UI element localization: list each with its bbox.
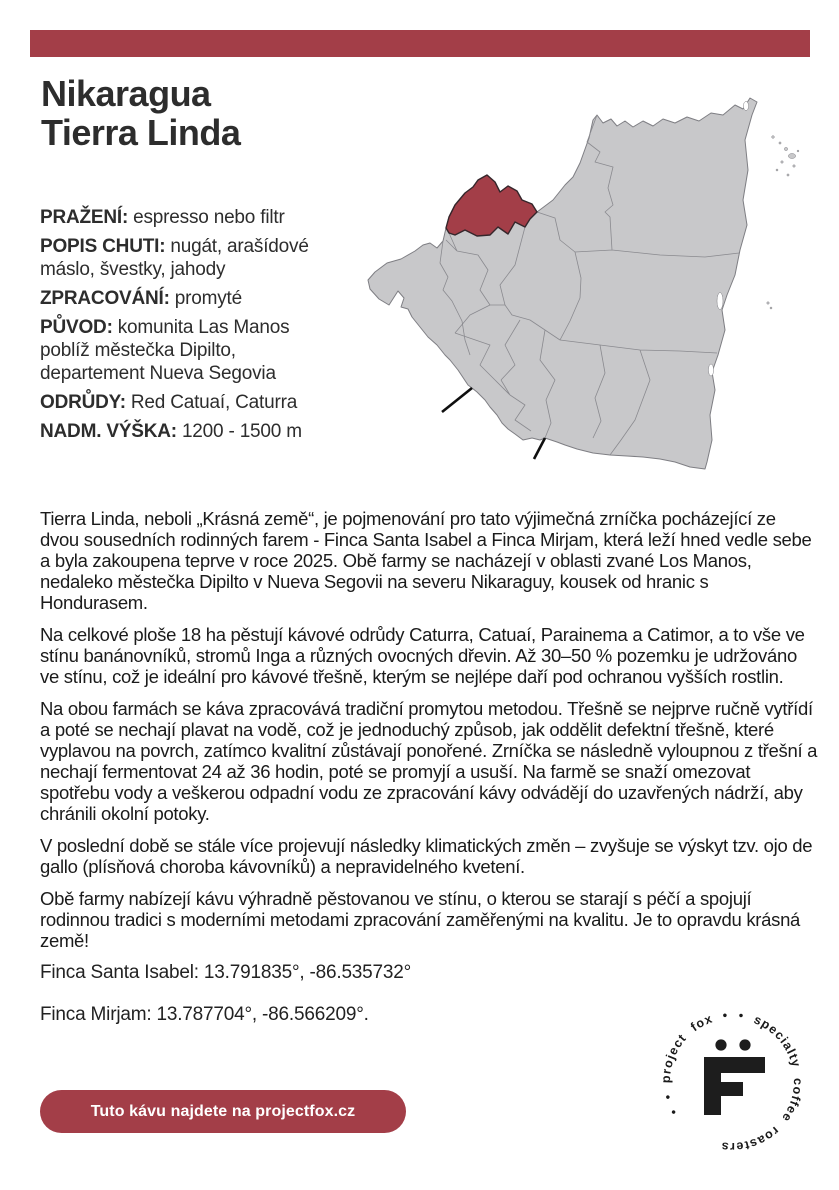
description	[40, 508, 818, 1046]
projectfox-link-button[interactable]	[40, 1090, 406, 1133]
paragraph-farm-area: Na celkové ploše 18 ha pěstují kávové odrůdy Caturra, Catuaí, Parainema a Catimor, a to vše ve stínu banánovníků, stromů Inga a různých ovocných dřevin. Až 30–50 % pozemku je udržováno ve stínu, což je ideální pro kávové třešně, kterým se nejlépe daří pod ochranou vyšších rostlin.	[40, 624, 805, 687]
spec-value: nugát, arašídové máslo, švestky, jahody	[40, 236, 309, 280]
nicaragua-outline	[368, 98, 757, 469]
project-fox-logo-svg	[657, 1006, 807, 1156]
paragraph-climate: V poslední době se stále více projevují následky klimatických změn – zvyšuje se výskyt tzv. ojo de gallo (plísňová choroba kávovníků) a nepravidelného kvetení.	[40, 835, 813, 877]
paragraph-processing: Na obou farmách se káva zpracovává tradiční promytou metodou. Třešně se nejprve ručně vytřídí a poté se nechají plavat na vodě, což je jednoduchý způsob, jak oddělit defektní třešně, které vyplavou na povrch, zatímco kvalitní zůstávají ponořené. Zrníčka se následně vyloupnou z třešní a nechají fermentovat 24 až 36 hodin, poté se promyjí a usuší. Na farmě se snaží omezovat spotřebu vody a veškerou odpadní vodu ze zpracování kávy odvádějí do uzavřených nádrží, aby chránili okolní potoky.	[40, 698, 818, 824]
coastal-lagoon	[708, 364, 713, 376]
coords-finca-santa-isabel: Finca Santa Isabel: 13.791835°, -86.535732°	[40, 962, 412, 983]
spec-altitude	[40, 420, 342, 443]
spec-value: espresso nebo filtr	[133, 207, 285, 228]
coastal-lagoon	[717, 293, 723, 310]
spec-value: 1200 - 1500 m	[181, 421, 302, 442]
nicaragua-map	[365, 93, 812, 493]
spec-value: komunita Las Manos poblíž městečka Dipilto, departement Nueva Segovia	[40, 317, 290, 384]
coffee-specs	[40, 206, 342, 449]
paragraph-closing: Obě farmy nabízejí kávu výhradně pěstovanou ve stínu, o kterou se starají s péčí a spojují rodinnou tradici s moderními metodami zpracování zaměřenými na kvalitu. Je to opravdu krásná země!	[40, 888, 801, 951]
nicaragua-map-svg	[365, 93, 812, 493]
logo-monogram-f	[704, 1039, 765, 1115]
spec-label: PŮVOD:	[40, 317, 113, 338]
coords-finca-mirjam: Finca Mirjam: 13.787704°, -86.566209°.	[40, 1004, 369, 1025]
spec-value: Red Catuaí, Caturra	[130, 392, 298, 413]
spec-label: POPIS CHUTI:	[40, 236, 166, 257]
spec-taste	[40, 235, 342, 281]
top-accent-bar	[30, 30, 810, 57]
region-nueva-segovia	[446, 175, 537, 236]
spec-label: ZPRACOVÁNÍ:	[40, 288, 170, 309]
spec-varieties	[40, 391, 342, 414]
spec-label: ODRŮDY:	[40, 392, 126, 413]
logo-ring-text: • • project fox • • specialty coffee roasters	[658, 1007, 806, 1155]
spec-value: promyté	[174, 288, 242, 309]
project-fox-logo	[657, 1006, 807, 1156]
offshore-islands	[767, 136, 799, 309]
paragraph-intro: Tierra Linda, neboli „Krásná země“, je pojmenování pro tato výjimečná zrníčka pocházející ze dvou sousedních rodinných farem - Finca Santa Isabel a Finca Mirjam, která leží hned vedle sebe a byla zakoupena teprve v roce 2025. Obě farmy se nacházejí v oblasti zvané Los Manos, nedaleko městečka Dipilto v Nueva Segovii na severu Nikaraguy, kousek od hranic s Hondurasem.	[40, 508, 812, 613]
spec-origin	[40, 316, 342, 385]
page-title-line2: Tierra Linda	[41, 112, 241, 153]
projectfox-link-label: Tuto kávu najdete na projectfox.cz	[90, 1102, 356, 1120]
coastal-lagoon	[743, 102, 748, 111]
page-title-line1: Nikaragua	[41, 73, 211, 114]
spec-processing	[40, 287, 342, 310]
spec-label: PRAŽENÍ:	[40, 207, 129, 228]
spec-roasting	[40, 206, 342, 229]
spec-label: NADM. VÝŠKA:	[40, 421, 177, 442]
